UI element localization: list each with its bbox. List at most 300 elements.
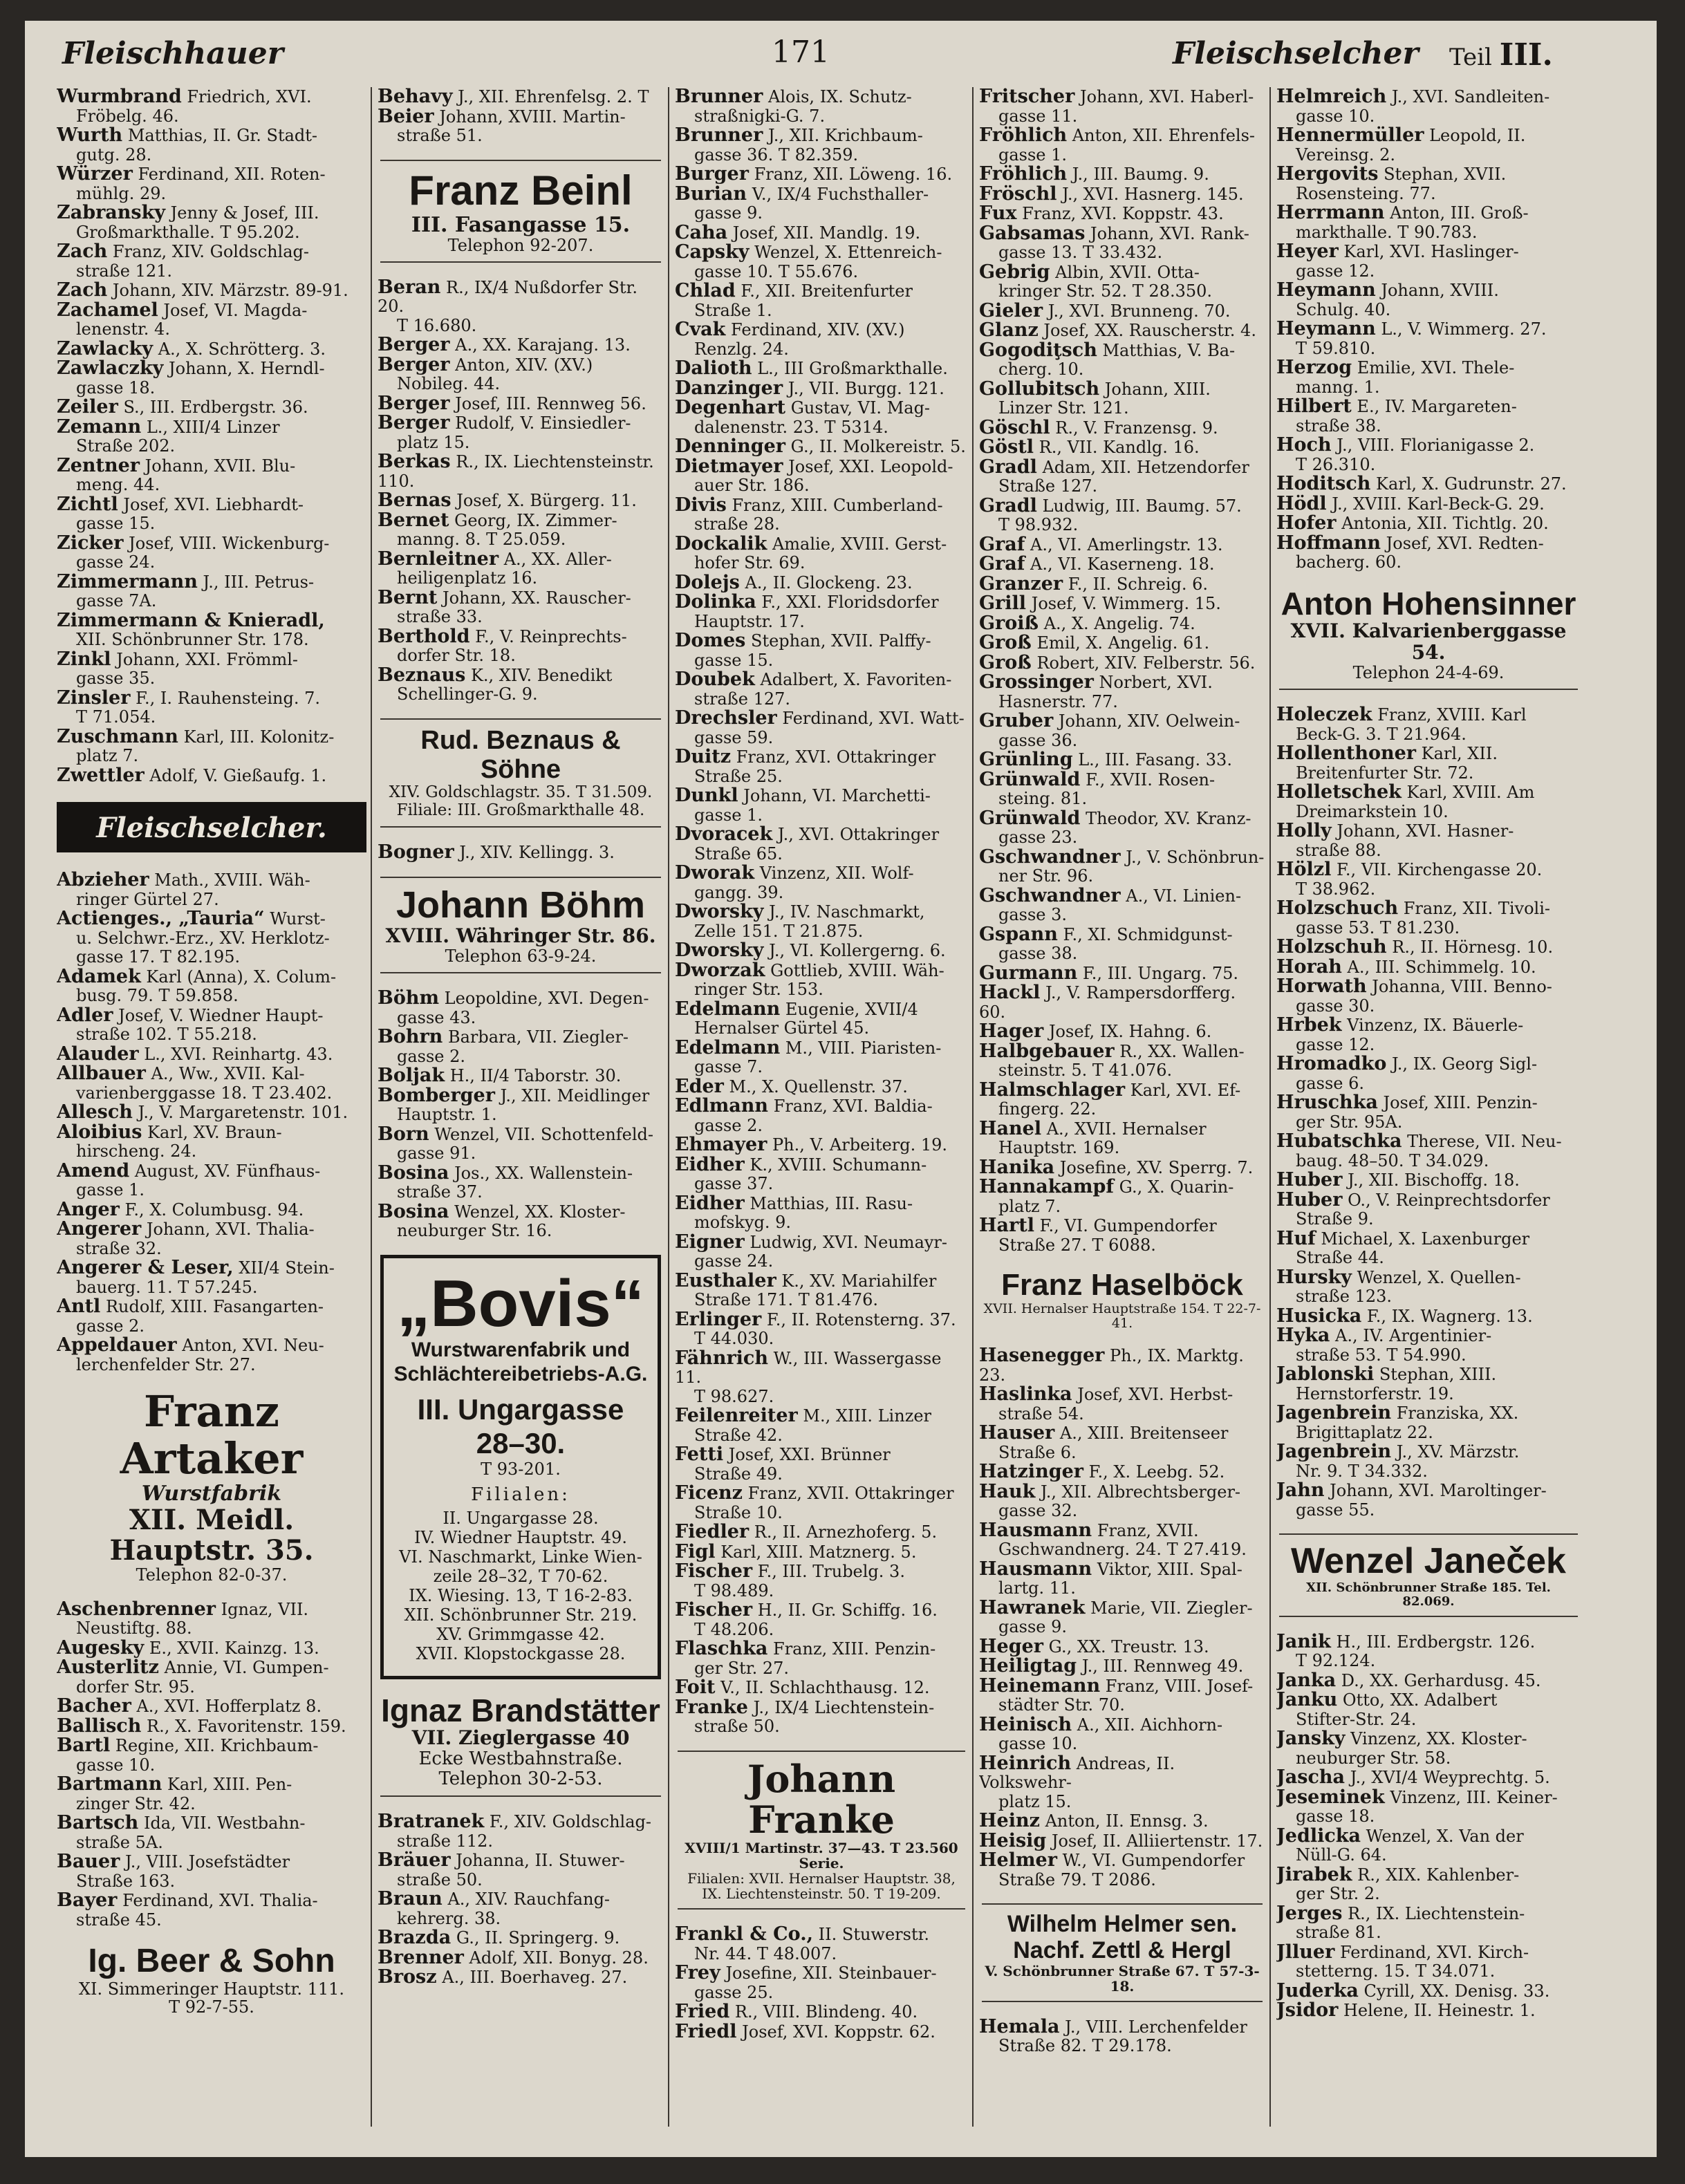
entry-continuation — [378, 375, 664, 394]
entry-details: straße 112. — [397, 1831, 494, 1851]
entry-details: J., V. Rampersdorfferg. 60. — [979, 983, 1236, 1022]
divider — [380, 826, 661, 828]
entry-details: J., XII. Albrechtsberger- — [1040, 1482, 1241, 1502]
directory-entry — [979, 572, 1265, 595]
directory-entry — [979, 925, 1265, 945]
entry-details: Matthias, II. Gr. Stadt- — [127, 126, 318, 145]
entry-details: G., XX. Treustr. 13. — [1048, 1636, 1209, 1656]
entry-name: Duitz — [675, 746, 732, 767]
entry-name: Hoditsch — [1276, 473, 1371, 494]
entry-details: ger Str. 2. — [1296, 1884, 1380, 1904]
entry-details: J., VI. Kollergerng. 6. — [769, 941, 946, 960]
entry-details: gasse 15. — [76, 514, 156, 533]
directory-entry — [675, 825, 968, 845]
directory-entry — [675, 941, 968, 961]
entry-continuation — [675, 146, 968, 165]
entry-continuation — [979, 243, 1265, 263]
directory-entry — [57, 611, 366, 631]
entry-name: Gruber — [979, 710, 1054, 731]
entry-continuation — [378, 1183, 664, 1202]
entry-continuation — [378, 1871, 664, 1890]
directory-entry — [57, 1658, 366, 1678]
entry-name: Caha — [675, 221, 728, 243]
entry-details: J., XII. Bischoffg. 18. — [1348, 1170, 1520, 1191]
ad-address: XIV. Goldschlagstr. 35. T 31.509. — [389, 783, 653, 802]
ad-address: XVII. Hernalser Hauptstraße 154. T 22-7-41. — [983, 1301, 1261, 1332]
directory-entry — [979, 1177, 1265, 1197]
entry-name: Erlinger — [675, 1308, 762, 1330]
directory-column-3 — [675, 87, 968, 2140]
directory-entry — [378, 1889, 664, 1910]
entry-continuation — [1276, 1807, 1581, 1827]
entry-name: Fiedler — [675, 1521, 750, 1542]
directory-entry — [979, 1042, 1265, 1062]
directory-entry — [675, 1639, 968, 1659]
entry-continuation — [1276, 1210, 1581, 1229]
entry-details: M., X. Quellenstr. 37. — [729, 1076, 908, 1096]
entry-continuation — [57, 553, 366, 572]
entry-name: Divis — [675, 494, 727, 516]
directory-entry — [979, 224, 1265, 244]
entry-details: Franz, XII. Tivoli- — [1403, 899, 1550, 919]
entry-details: Straße 65. — [694, 843, 783, 864]
entry-continuation — [675, 515, 968, 534]
entry-name: Edelmann — [675, 998, 781, 1020]
entry-details: gasse 43. — [397, 1007, 476, 1027]
entry-name: Brunner — [675, 124, 763, 146]
directory-entry — [57, 1045, 366, 1065]
entry-details: Josef, XVI. Redten- — [1386, 533, 1544, 553]
entry-details: Josef, IX. Hahng. 6. — [1048, 1022, 1212, 1041]
entry-details: kehrerg. 38. — [397, 1908, 501, 1928]
ad-branch: IV. Wiedner Hauptstr. 49. — [413, 1527, 628, 1547]
directory-entry — [378, 87, 664, 107]
entry-details: Straße 82. T 29.178. — [998, 2036, 1172, 2056]
entry-name: Berkas — [378, 451, 451, 473]
entry-details: hirscheng. 24. — [76, 1141, 197, 1161]
directory-entry — [675, 1155, 968, 1175]
entry-details: gasse 7A. — [76, 591, 157, 610]
ad-phone: T 93-201. — [481, 1459, 561, 1480]
entry-name: Heinisch — [979, 1713, 1072, 1735]
ad-name: Franz Artaker — [120, 1386, 304, 1484]
entry-details: A., XX. Aller- — [503, 549, 612, 569]
entry-details: T 98.627. — [694, 1386, 774, 1406]
entry-details: Josef, V. Wiedner Haupt- — [118, 1005, 324, 1025]
entry-name: Heisig — [979, 1829, 1047, 1851]
entry-details: A., II. Glockeng. 23. — [745, 572, 913, 592]
entry-details: W., III. Wassergasse 11. — [675, 1348, 942, 1387]
entry-details: V., II. Schlachthausg. 12. — [720, 1678, 930, 1697]
entry-name: Zinsler — [57, 687, 131, 709]
entry-details: straßnigki-G. 7. — [694, 106, 826, 126]
entry-continuation — [378, 317, 664, 336]
entry-continuation — [675, 418, 968, 438]
entry-name: Hölzl — [1276, 859, 1332, 881]
entry-details: gasse 91. — [397, 1144, 476, 1164]
directory-entry — [979, 301, 1265, 321]
entry-details: Josef, V. Wimmerg. 15. — [1031, 594, 1221, 613]
entry-details: mühlg. 29. — [76, 183, 167, 203]
entry-details: F., III. Ungarg. 75. — [1082, 963, 1239, 983]
entry-details: gasse 17. T 82.195. — [76, 947, 241, 967]
entry-details: neuburger Str. 58. — [1296, 1748, 1451, 1768]
ad-line: Wurstwarenfabrik und — [411, 1338, 631, 1362]
directory-entry — [979, 1637, 1265, 1657]
entry-details: R., VII. Kandlg. 16. — [1039, 438, 1200, 457]
entry-details: Franz, XVI. Koppstr. 43. — [1022, 204, 1224, 223]
entry-name: Fischer — [675, 1560, 753, 1582]
entry-details: Vinzenz, III. Keiner- — [1390, 1787, 1558, 1807]
entry-details: Josefine, XII. Steinbauer- — [725, 1963, 937, 1984]
entry-name: Ficenz — [675, 1482, 743, 1504]
entry-continuation — [57, 514, 366, 534]
entry-name: Grossinger — [979, 671, 1094, 693]
entry-details: dorfer Str. 95. — [76, 1677, 195, 1697]
entry-continuation — [979, 1871, 1265, 1890]
entry-details: dalenenstr. 23. T 5314. — [694, 417, 888, 437]
entry-continuation — [979, 477, 1265, 496]
entry-continuation — [675, 845, 968, 864]
entry-continuation — [1276, 1249, 1581, 1268]
entry-details: Vinzenz, IX. Bäuerle- — [1347, 1016, 1524, 1036]
entry-details: Nr. 44. T 48.007. — [694, 1943, 837, 1963]
entry-continuation — [57, 1756, 366, 1775]
entry-name: Graf — [979, 533, 1025, 555]
entry-details: gasse 23. — [998, 828, 1078, 847]
entry-name: Braun — [378, 1888, 443, 1910]
entry-details: Adalbert, X. Favoriten- — [760, 670, 952, 689]
entry-details: A., VI. Kaserneng. 18. — [1030, 554, 1215, 574]
entry-details: R., IX. Liechtensteinstr. 110. — [378, 452, 654, 491]
entry-details: lartg. 11. — [998, 1578, 1076, 1598]
directory-entry — [675, 437, 968, 457]
entry-continuation — [57, 107, 366, 127]
entry-name: Gollubitsch — [979, 377, 1100, 400]
entry-details: Dreimarkstein 10. — [1296, 801, 1449, 821]
entry-name: Adler — [57, 1004, 113, 1026]
entry-continuation — [57, 631, 366, 650]
entry-name: Bohrn — [378, 1026, 443, 1048]
entry-continuation — [57, 379, 366, 398]
entry-name: Zimmermann — [57, 570, 198, 592]
entry-continuation — [1276, 1113, 1581, 1132]
entry-details: gasse 6. — [1296, 1073, 1365, 1093]
entry-details: Antonia, XII. Tichtlg. 20. — [1341, 514, 1549, 533]
entry-continuation — [979, 1502, 1265, 1521]
entry-name: Zimmermann & Knieradl, — [57, 609, 325, 631]
entry-continuation — [378, 127, 664, 146]
ad-phone: Telephon 30-2-53. — [438, 1768, 603, 1789]
entry-continuation — [979, 516, 1265, 535]
ad-branches — [389, 1509, 652, 1663]
entry-continuation — [979, 146, 1265, 165]
directory-entry — [675, 1406, 968, 1426]
entry-details: Johann, VI. Marchetti- — [743, 786, 931, 805]
entry-name: Angerer & Leser, — [57, 1257, 234, 1278]
entry-name: Gieler — [979, 299, 1043, 321]
directory-entry — [378, 627, 664, 647]
entry-details: Franziska, XX. — [1396, 1403, 1519, 1424]
directory-entry — [675, 631, 968, 651]
entry-continuation — [675, 1291, 968, 1310]
entry-continuation — [979, 1618, 1265, 1637]
directory-entry — [57, 1220, 366, 1240]
directory-entry — [979, 848, 1265, 868]
entry-details: lerchenfelder Str. 27. — [76, 1354, 256, 1374]
ad-street: Ecke Westbahnstraße. — [418, 1748, 623, 1769]
entry-details: platz 15. — [998, 1791, 1072, 1811]
ad-franz-beinl — [380, 160, 661, 263]
entry-details: gasse 2. — [694, 1115, 763, 1135]
directory-entry — [979, 1851, 1265, 1871]
entry-name: Dockalik — [675, 532, 767, 554]
entry-details: Karl, X. Gudrunstr. 27. — [1376, 474, 1567, 494]
entry-details: Wurst- — [270, 909, 326, 928]
entry-name: Janka — [1276, 1669, 1337, 1691]
entry-details: Ferdinand, XVI. Watt- — [782, 709, 965, 728]
entry-details: gasse 36. — [998, 730, 1078, 750]
entry-continuation — [378, 646, 664, 666]
ad-franz-haselboeck — [982, 1269, 1263, 1331]
entry-details: Josef, XX. Rauscherstr. 4. — [1043, 321, 1256, 340]
entry-details: platz 7. — [76, 746, 139, 765]
directory-entry — [378, 550, 664, 570]
ad-address: III. Ungargasse 28–30. — [417, 1393, 624, 1459]
entry-name: Austerlitz — [57, 1656, 159, 1679]
entry-details: steing. 81. — [998, 789, 1088, 808]
directory-entry — [1276, 1768, 1581, 1788]
entry-details: Hauptstr. 17. — [694, 611, 805, 631]
entry-name: Zwettler — [57, 764, 145, 786]
directory-entry — [675, 359, 968, 379]
directory-entry — [979, 614, 1265, 634]
entry-details: gasse 10. T 55.676. — [694, 261, 859, 281]
ad-address: VII. Zieglergasse 40 — [411, 1726, 630, 1750]
directory-entry — [675, 2022, 968, 2042]
entry-continuation — [675, 1621, 968, 1640]
entry-details: straße 51. — [397, 126, 483, 145]
entry-continuation — [57, 1872, 366, 1892]
ad-phone: Telephon 63-9-24. — [445, 946, 597, 966]
entry-continuation — [1276, 417, 1581, 436]
entry-continuation — [1276, 107, 1581, 127]
directory-entry — [1276, 1307, 1581, 1327]
entry-details: Karl, XII. — [1421, 744, 1498, 764]
ad-address: XI. Simmeringer Hauptstr. 111. — [78, 1979, 345, 1999]
entry-details: Straße 127. — [998, 476, 1098, 496]
entry-details: Stephan, XVII. — [1384, 165, 1507, 184]
entry-details: Josef, VI. Magda- — [163, 300, 308, 320]
entry-continuation — [979, 731, 1265, 751]
entry-details: gasse 1. — [998, 144, 1068, 165]
ad-line: Schlächtereibetriebs-A.G. — [393, 1362, 648, 1385]
entry-details: Marie, VII. Ziegler- — [1090, 1598, 1253, 1618]
directory-entry — [979, 263, 1265, 283]
entry-continuation — [675, 651, 968, 671]
entry-continuation — [1276, 997, 1581, 1016]
divider — [982, 2001, 1263, 2002]
entry-details: Franz, VIII. Josef- — [1105, 1676, 1254, 1696]
directory-entry — [675, 223, 968, 243]
entry-details: M., XIII. Linzer — [803, 1406, 932, 1426]
directory-entry — [675, 1038, 968, 1058]
entry-continuation — [675, 1213, 968, 1233]
entry-details: straße 38. — [1296, 416, 1381, 436]
entry-details: J., XVI. Brunneng. 70. — [1048, 301, 1231, 321]
entry-name: Bosina — [378, 1200, 449, 1222]
entry-continuation — [1276, 1385, 1581, 1404]
entry-continuation — [57, 929, 366, 949]
entry-continuation — [57, 708, 366, 727]
entry-name: Hasenegger — [979, 1345, 1105, 1367]
entry-name: Brunner — [675, 87, 763, 107]
entry-name: Graf — [979, 553, 1025, 575]
entry-details: Johann, XVI. Rank- — [1090, 223, 1249, 243]
ad-wilhelm-helmer — [982, 1903, 1263, 2002]
entry-details: Otto, XX. Adalbert — [1342, 1690, 1498, 1710]
entry-details: Josef, XXI. Leopold- — [788, 456, 953, 476]
entry-details: gasse 10. — [1296, 106, 1375, 126]
entry-details: Adam, XII. Hetzendorfer — [1042, 457, 1249, 477]
entry-name: Heger — [979, 1635, 1043, 1657]
entry-name: Hemala — [979, 2015, 1060, 2037]
entry-continuation — [57, 476, 366, 495]
entry-name: Heinrich — [979, 1752, 1072, 1774]
directory-entry — [57, 909, 366, 929]
entry-details: Straße 10. — [694, 1502, 783, 1522]
entry-name: Bernet — [378, 509, 449, 531]
column-rule — [972, 87, 974, 2127]
directory-entry — [57, 1336, 366, 1356]
entry-name: Fischer — [675, 1599, 753, 1621]
directory-entry — [979, 1216, 1265, 1236]
entry-name: Holzschuch — [1276, 897, 1399, 920]
entry-details: Johann, XVIII. — [1381, 281, 1499, 300]
entry-details: E., XVII. Kainzg. 13. — [149, 1638, 319, 1658]
entry-details: straße 45. — [76, 1910, 162, 1930]
entry-details: Hauptstr. 169. — [998, 1138, 1120, 1157]
entry-name: Jeseminek — [1276, 1786, 1385, 1808]
entry-continuation — [675, 1504, 968, 1523]
entry-details: gasse 13. T 33.432. — [998, 243, 1163, 262]
entry-continuation — [675, 1717, 968, 1737]
entry-details: R., II. Hörnesg. 10. — [1392, 937, 1554, 958]
directory-column-5 — [1276, 87, 1581, 2140]
entry-name: Eder — [675, 1075, 724, 1097]
entry-name: Halmschlager — [979, 1079, 1126, 1101]
entry-continuation — [1276, 339, 1581, 359]
directory-entry — [378, 278, 664, 317]
entry-details: Fröbelg. 46. — [76, 106, 179, 126]
directory-entry — [57, 398, 366, 418]
entry-details: Ph., IX. Marktg. 23. — [979, 1346, 1244, 1385]
entry-details: straße 121. — [76, 261, 173, 281]
entry-details: J., XVI. Ottakringer — [777, 825, 940, 844]
entry-details: hofer Str. 69. — [694, 553, 806, 572]
entry-name: Huber — [1276, 1188, 1343, 1211]
entry-continuation — [1276, 1152, 1581, 1171]
entry-continuation — [378, 1105, 664, 1125]
entry-name: Drechsler — [675, 707, 777, 729]
entry-name: Grünwald — [979, 807, 1081, 829]
entry-name: Hartl — [979, 1215, 1034, 1236]
entry-continuation — [675, 1659, 968, 1679]
ad-branch: XV. Grimmgasse 42. — [436, 1624, 605, 1644]
entry-details: Wenzel, X. Van der — [1366, 1826, 1524, 1846]
entry-continuation — [1276, 880, 1581, 899]
entry-details: Straße 44. — [1296, 1248, 1384, 1268]
entry-name: Huf — [1276, 1227, 1316, 1249]
entry-name: Hubatschka — [1276, 1130, 1402, 1152]
directory-entry — [57, 1813, 366, 1833]
directory-entry — [979, 1811, 1265, 1831]
entry-continuation — [675, 1058, 968, 1077]
directory-entry — [1276, 1326, 1581, 1346]
entry-details: Josef, III. Rennweg 56. — [455, 393, 646, 413]
entry-details: gasse 10. — [76, 1755, 156, 1775]
entry-details: T 26.310. — [1296, 454, 1376, 474]
entry-name: Herrmann — [1276, 202, 1385, 223]
directory-entry — [675, 1194, 968, 1214]
entry-details: gasse 2. — [76, 1316, 145, 1336]
entry-name: Hoch — [1276, 434, 1332, 456]
entry-name: Zach — [57, 241, 108, 262]
entry-details: Johann, XIV. Oelwein- — [1058, 711, 1240, 731]
entry-details: gasse 38. — [998, 944, 1078, 963]
directory-entry — [979, 1385, 1265, 1405]
entry-continuation — [378, 685, 664, 704]
entry-details: Anton, XII. Ehrenfels- — [1072, 126, 1255, 145]
entry-details: J., IX/4 Liechtenstein- — [753, 1697, 935, 1717]
entry-name: Hanika — [979, 1156, 1055, 1178]
directory-entry — [979, 1831, 1265, 1851]
entry-continuation — [1276, 803, 1581, 822]
entry-continuation — [57, 1619, 366, 1639]
entry-name: Bernleitner — [378, 548, 499, 570]
directory-entry — [675, 709, 968, 729]
entry-details: lenenstr. 4. — [76, 319, 170, 339]
directory-entry — [57, 967, 366, 987]
header-right-title: Fleischselcher — [1173, 36, 1419, 71]
entry-details: Josef, II. Alliiertenstr. 17. — [1051, 1831, 1263, 1851]
entry-details: A., XII. Aichhorn- — [1077, 1715, 1223, 1735]
entry-name: Hauser — [979, 1422, 1055, 1444]
entry-details: Beck-G. 3. T 21.964. — [1296, 724, 1467, 744]
directory-entry — [1276, 1481, 1581, 1501]
entry-continuation — [378, 1009, 664, 1028]
entry-details: Vinzenz, XX. Kloster- — [1350, 1729, 1527, 1749]
entry-details: ringer Str. 153. — [694, 980, 823, 999]
directory-entry — [675, 1445, 968, 1465]
entry-name: Huber — [1276, 1169, 1343, 1191]
ad-beer-sohn — [59, 1943, 364, 2017]
entry-name: Jablonski — [1276, 1363, 1375, 1385]
entry-name: Hatzinger — [979, 1461, 1083, 1483]
entry-details: Johann, XVIII. Martin- — [439, 106, 626, 127]
entry-details: J., VIII. Josefstädter — [125, 1852, 290, 1872]
entry-details: Jenny & Josef, III. — [170, 203, 319, 223]
directory-entry — [979, 1081, 1265, 1101]
directory-entry — [979, 1119, 1265, 1139]
entry-details: Georg, IX. Zimmer- — [454, 510, 617, 530]
entry-details: A., IV. Argentinier- — [1335, 1326, 1492, 1346]
entry-continuation — [675, 1252, 968, 1271]
entry-details: Nobileg. 44. — [397, 374, 501, 394]
entry-details: J., III. Baumg. 9. — [1072, 165, 1209, 184]
directory-entry — [57, 87, 366, 107]
entry-details: R., IX/4 Nußdorfer Str. 20. — [378, 277, 638, 317]
